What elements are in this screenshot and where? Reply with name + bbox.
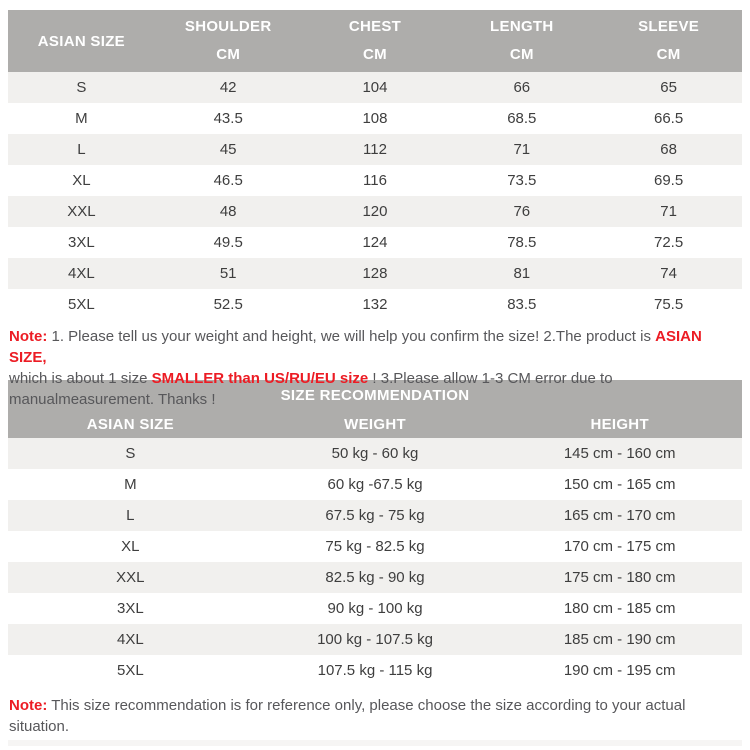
- height-cell: 190 cm - 195 cm: [563, 662, 676, 679]
- column-unit: CM: [363, 46, 387, 63]
- size-cell: S: [125, 445, 136, 462]
- column-label: LENGTH: [490, 18, 554, 35]
- size-cell: XXL: [67, 203, 96, 220]
- table-row: [8, 72, 742, 103]
- column-header-shoulder: [155, 10, 302, 72]
- value-cell: 71: [660, 203, 677, 220]
- weight-cell: 67.5 kg - 75 kg: [325, 507, 425, 524]
- value-cell: 68.5: [507, 110, 537, 127]
- value-cell: 51: [219, 265, 237, 282]
- measurement-header-row: [8, 10, 742, 72]
- height-cell: 185 cm - 190 cm: [563, 631, 676, 648]
- column-header-weight: WEIGHT: [344, 415, 406, 433]
- table-row: [8, 165, 742, 196]
- bottom-divider: [8, 740, 742, 746]
- height-cell: 175 cm - 180 cm: [563, 569, 676, 586]
- size-cell: M: [75, 110, 88, 127]
- value-cell: 48: [219, 203, 237, 220]
- size-cell: 5XL: [117, 662, 144, 679]
- size-cell: M: [124, 476, 137, 493]
- weight-cell: 100 kg - 107.5 kg: [317, 631, 433, 648]
- table-row: [8, 624, 742, 655]
- value-cell: 116: [363, 172, 387, 189]
- value-cell: 124: [362, 234, 388, 251]
- value-cell: 66.5: [653, 110, 684, 127]
- value-cell: 83.5: [507, 296, 537, 313]
- table-row: [8, 289, 742, 320]
- value-cell: 132: [362, 296, 388, 313]
- column-unit: CM: [656, 46, 681, 63]
- size-cell: 4XL: [68, 265, 95, 282]
- column-header-sleeve: [595, 10, 742, 72]
- corner-header-asian-size: ASIAN SIZE: [37, 32, 125, 50]
- value-cell: 68: [660, 141, 677, 158]
- note-text: situation.: [9, 718, 70, 735]
- value-cell: 49.5: [213, 234, 243, 251]
- height-cell: 165 cm - 170 cm: [563, 507, 676, 524]
- column-header-height: HEIGHT: [590, 415, 649, 433]
- value-cell: 72.5: [653, 234, 684, 251]
- column-header-asian-size: ASIAN SIZE: [86, 415, 174, 433]
- weight-cell: 50 kg - 60 kg: [331, 445, 419, 462]
- note-highlight: ASIAN SIZE,: [9, 328, 702, 366]
- column-header-length: [448, 10, 595, 72]
- note-highlight: Note:: [9, 328, 48, 345]
- value-cell: 104: [362, 79, 388, 96]
- value-cell: 69.5: [653, 172, 684, 189]
- height-cell: 145 cm - 160 cm: [563, 445, 676, 462]
- height-cell: 180 cm - 185 cm: [563, 600, 676, 617]
- note-text: 1. Please tell us your weight and height, we will help you confirm the size! 2.The product is: [47, 328, 656, 345]
- table-row: [8, 227, 742, 258]
- note-text: This size recommendation is for reference only, please choose the size according to your actual: [47, 697, 686, 714]
- value-cell: 52.5: [213, 296, 243, 313]
- table-row: [8, 196, 742, 227]
- value-cell: 71: [513, 141, 531, 158]
- value-cell: 66: [513, 79, 531, 96]
- weight-cell: 60 kg -67.5 kg: [327, 476, 423, 493]
- value-cell: 43.5: [213, 110, 243, 127]
- value-cell: 65: [660, 79, 677, 96]
- recommendation-title: SIZE RECOMMENDATION: [280, 386, 470, 404]
- recommendation-header-row: [8, 410, 742, 438]
- size-cell: XL: [121, 538, 140, 555]
- height-cell: 170 cm - 175 cm: [563, 538, 676, 555]
- table-row: [8, 531, 742, 562]
- size-cell: 3XL: [68, 234, 95, 251]
- note-highlight: SMALLER than US/RU/EU size: [151, 370, 369, 387]
- value-cell: 42: [219, 79, 237, 96]
- table-row: [8, 103, 742, 134]
- value-cell: 81: [513, 265, 531, 282]
- value-cell: 120: [362, 203, 388, 220]
- table-row: [8, 655, 742, 686]
- weight-cell: 107.5 kg - 115 kg: [317, 662, 433, 679]
- note-text: ! 3.Please allow 1-3 CM error due to: [368, 370, 613, 387]
- value-cell: 78.5: [507, 234, 537, 251]
- size-recommendation-table: [8, 380, 742, 686]
- table-row: [8, 134, 742, 165]
- size-cell: L: [126, 507, 135, 524]
- size-cell: 4XL: [117, 631, 144, 648]
- value-cell: 76: [513, 203, 531, 220]
- size-cell: S: [76, 79, 87, 96]
- weight-cell: 75 kg - 82.5 kg: [325, 538, 425, 555]
- column-label: CHEST: [348, 18, 402, 35]
- note-text: which is about 1 size: [9, 370, 152, 387]
- reference-note: [8, 686, 742, 738]
- size-cell: XXL: [116, 569, 145, 586]
- table-row: [8, 500, 742, 531]
- column-header-chest: [302, 10, 449, 72]
- value-cell: 128: [362, 265, 388, 282]
- table-row: [8, 438, 742, 469]
- value-cell: 45: [219, 141, 237, 158]
- measurement-table: [8, 10, 742, 320]
- value-cell: 74: [660, 265, 677, 282]
- value-cell: 46.5: [213, 172, 243, 189]
- column-label: SLEEVE: [638, 18, 700, 35]
- weight-cell: 90 kg - 100 kg: [327, 600, 423, 617]
- size-cell: 5XL: [68, 296, 95, 313]
- size-cell: L: [77, 141, 86, 158]
- table-row: [8, 562, 742, 593]
- note-text: manualmeasurement. Thanks !: [9, 391, 216, 408]
- height-cell: 150 cm - 165 cm: [563, 476, 676, 493]
- size-cell: 3XL: [117, 600, 144, 617]
- column-unit: CM: [216, 46, 241, 63]
- table-row: [8, 593, 742, 624]
- column-label: SHOULDER: [184, 18, 272, 35]
- value-cell: 112: [363, 141, 387, 158]
- table-row: [8, 258, 742, 289]
- value-cell: 108: [362, 110, 388, 127]
- table-row: [8, 469, 742, 500]
- value-cell: 73.5: [507, 172, 537, 189]
- size-cell: XL: [72, 172, 91, 189]
- weight-cell: 82.5 kg - 90 kg: [325, 569, 425, 586]
- note-highlight: Note:: [9, 697, 48, 714]
- column-unit: CM: [509, 46, 534, 63]
- value-cell: 75.5: [653, 296, 684, 313]
